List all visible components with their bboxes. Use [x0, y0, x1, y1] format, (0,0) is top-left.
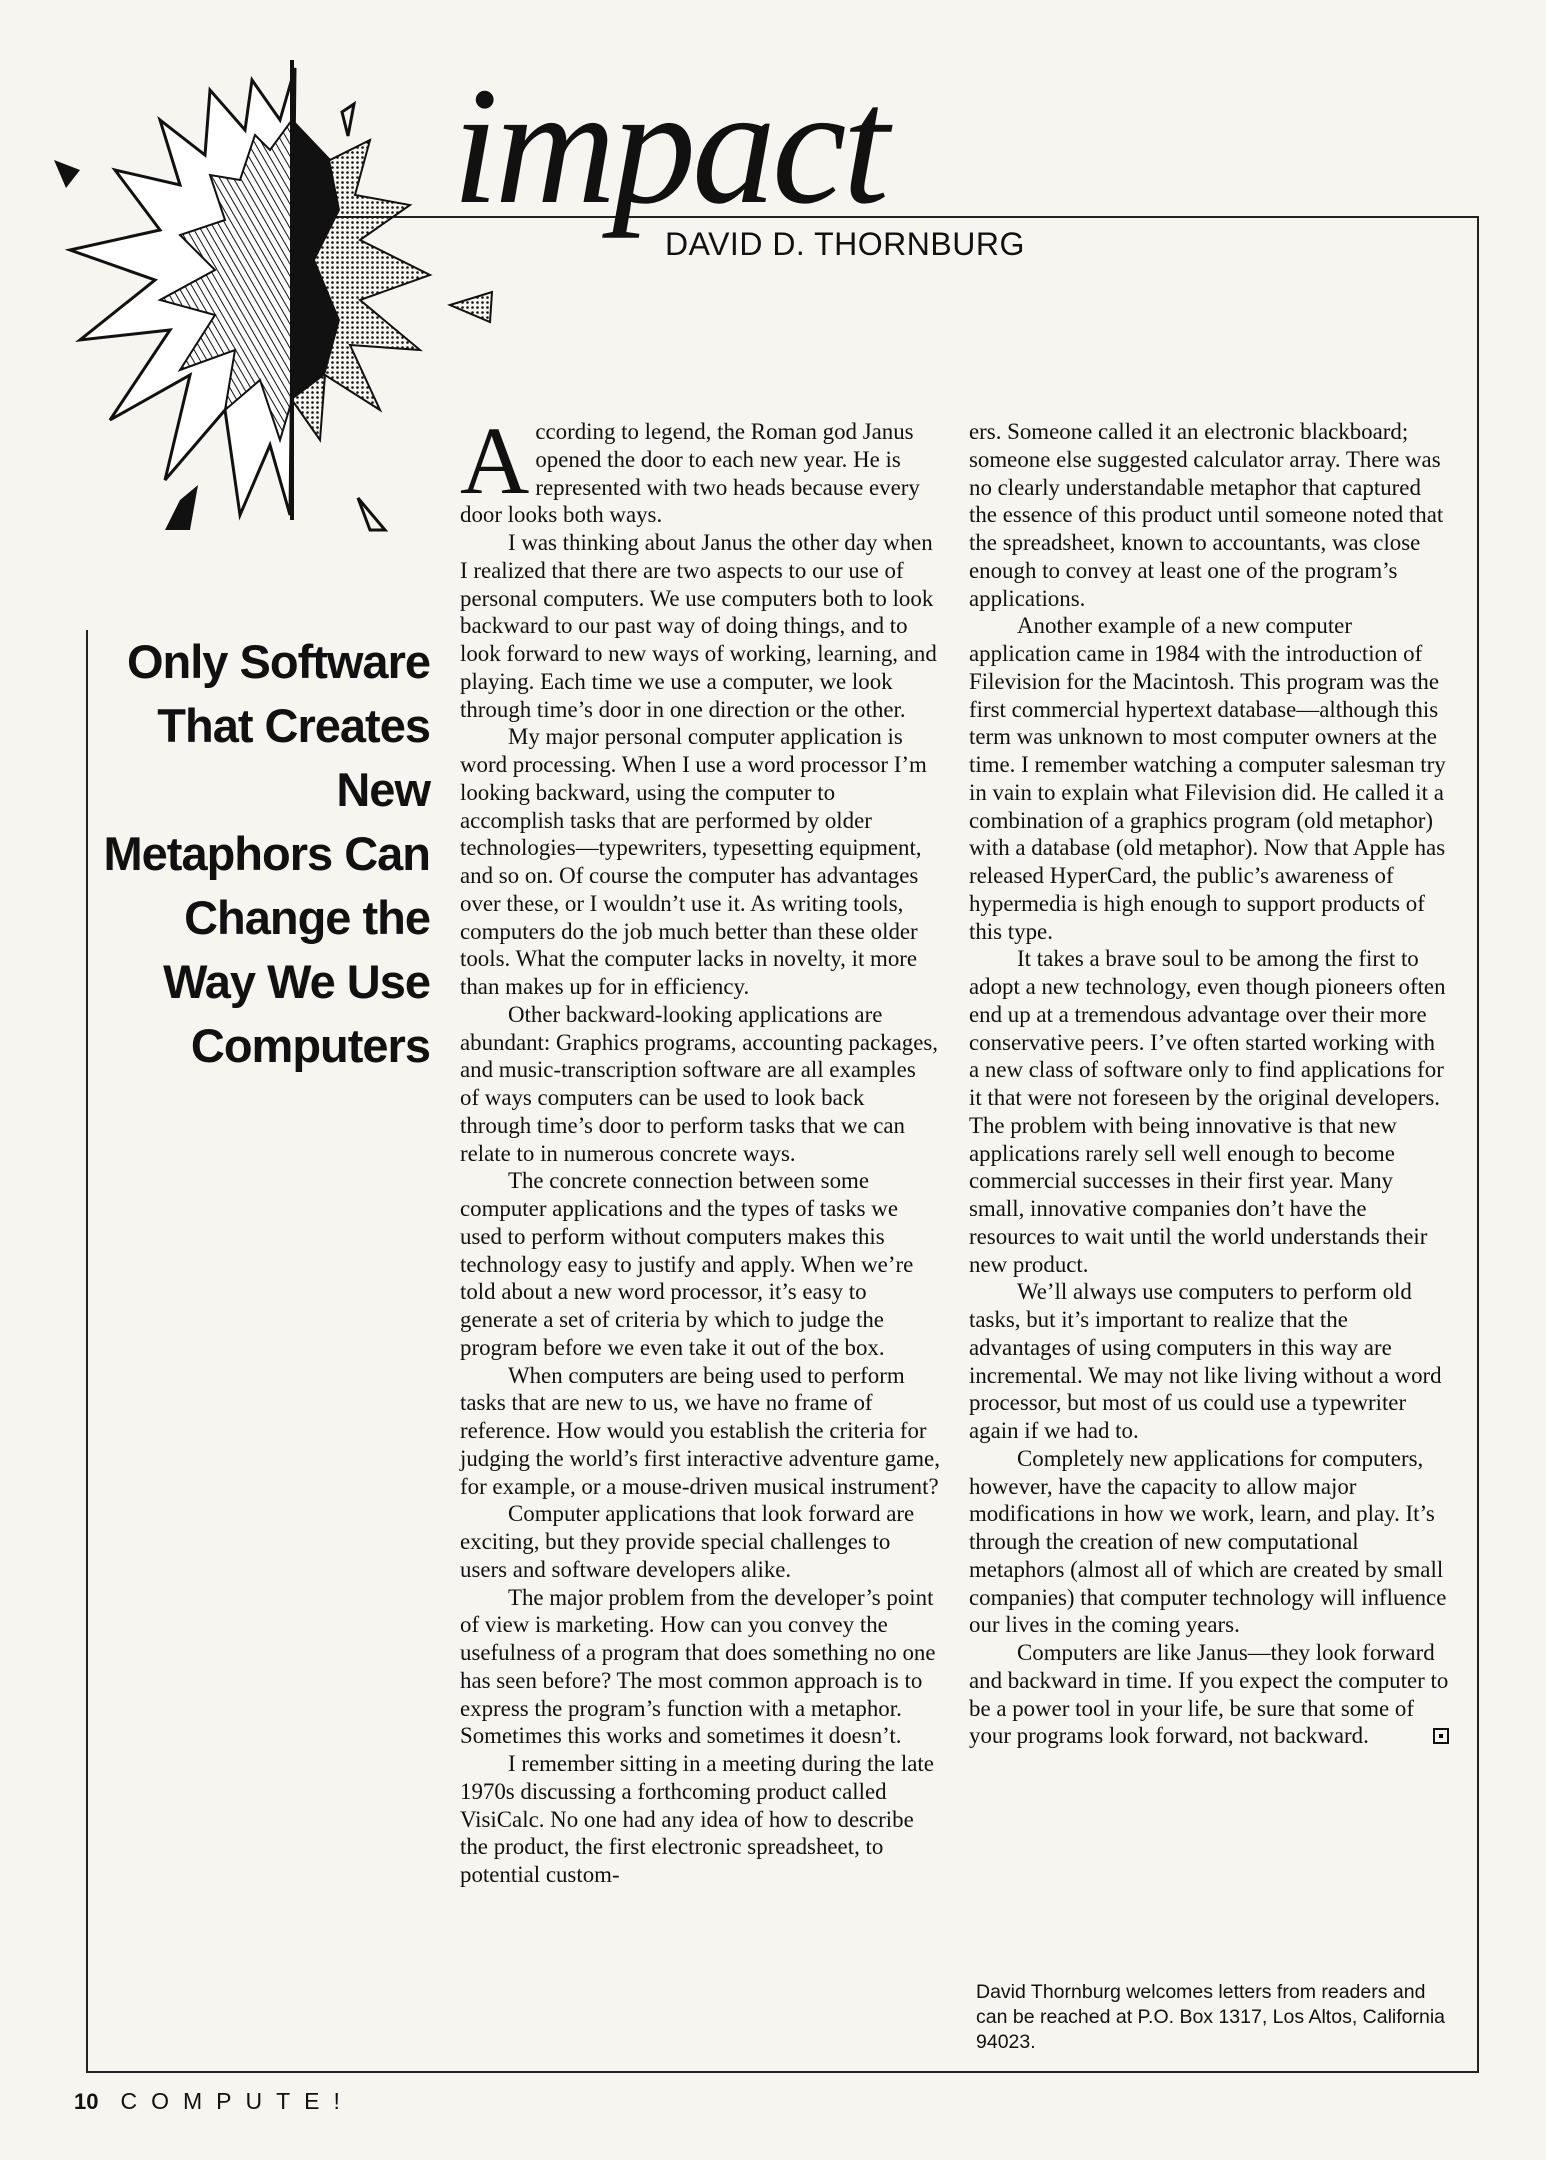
paragraph: I was thinking about Janus the other day when I realized that there are two aspects to our use of personal computers. We use computers both to look backward to our past way of doing things, and to look forward to new ways of working, learning, and playing. Each time we use a computer, we look through time’s door in one direction or the other.: [460, 530, 937, 722]
article-headline: [86, 630, 430, 1078]
page-footer: [74, 2088, 354, 2115]
headline-line: Only Software: [126, 635, 430, 688]
starburst-illustration: [40, 60, 500, 560]
headline-line: Way We Use: [163, 955, 430, 1008]
headline-line: Metaphors Can: [103, 827, 430, 880]
magazine-name: COMPUTE!: [120, 2088, 354, 2114]
paragraph: When computers are being used to perform tasks that are new to us, we have no frame of reference. How would you establish the criteria for judging the world’s first interactive adventure game, for example, or a mouse-driven musical instrument?: [460, 1362, 940, 1499]
headline-line: New: [336, 763, 430, 816]
shard-4: [165, 485, 198, 530]
paragraph: We’ll always use computers to perform old tasks, but it’s important to realize that the advantages of using computers in this way are incremental. We may not like living without a word processor, but most of us could use a typewriter again if we had to.: [969, 1279, 1442, 1443]
article-column-2: [969, 418, 1449, 1750]
shard-3: [450, 292, 492, 322]
shard-5: [358, 498, 385, 530]
headline-line: Change the: [184, 891, 430, 944]
paragraph: Another example of a new computer application came in 1984 with the introduction of Filevision for the Macintosh. This program was the first commercial hypertext database—although this term was unknown to most computer owners at the time. I remember watching a computer salesman try in vain to explain what Filevision did. He called it a combination of a graphics program (old metaphor) with a database (old metaphor). Now that Apple has released HyperCard, the public’s awareness of hypermedia is high enough to support products of this type.: [969, 613, 1446, 944]
paragraph: According to legend, the Roman god Janus opened the door to each new year. He is represented with two heads because every door looks both ways.: [460, 407, 920, 528]
paragraph: Computers are like Janus—they look forward and backward in time. If you expect the computer to be a power tool in your life, be sure that some of your programs look forward, not backward.: [969, 1640, 1449, 1749]
paragraph: My major personal computer application is word processing. When I use a word processor I’m looking backward, using the computer to accomplish tasks that are performed by older technologies—typewriters, typesetting equipment, and so on. Of course the computer has advantages over these, or I wouldn’t use it. As writing tools, computers do the job much better than these older tools. What the computer lacks in novelty, it more than makes up for in efficiency.: [460, 724, 927, 999]
paragraph: The major problem from the developer’s point of view is marketing. How can you convey the usefulness of a program that does something no one has seen before? The most common approach is to express the program’s function with a metaphor. Sometimes this works and sometimes it doesn’t.: [460, 1584, 936, 1749]
paragraph: Other backward-looking applications are abundant: Graphics programs, accounting packages, and music-transcription software are all examples of ways computers can be used to look back through time’s door to perform tasks that we can relate to in numerous concrete ways.: [460, 1001, 938, 1166]
headline-line: That Creates: [157, 699, 430, 752]
headline-line: Computers: [190, 1019, 430, 1072]
drop-cap: A: [460, 407, 530, 514]
author-name: DAVID D. THORNBURG: [665, 226, 1025, 262]
section-masthead: impact: [452, 53, 886, 239]
end-mark-icon: [1433, 1728, 1449, 1744]
paragraph: Computer applications that look forward are exciting, but they provide special challenges to users and software developers alike.: [460, 1501, 915, 1582]
paragraph: I remember sitting in a meeting during the late 1970s discussing a forthcoming product called VisiCalc. No one had any idea of how to describe the product, the first electronic spreadsheet, to potential custom-: [460, 1751, 934, 1887]
page-number: 10: [74, 2089, 99, 2114]
paragraph: Completely new applications for computers, however, have the capacity to allow major modifications in how we work, learn, and play. It’s through the creation of new computational metaphors (almost all of which are created by small companies) that computer technology will influence our lives in the coming years.: [969, 1445, 1447, 1638]
shard-1: [54, 160, 80, 188]
author-bio: David Thornburg welcomes letters from readers and can be reached at P.O. Box 1317, Los Altos, California 94023.: [976, 1981, 1446, 2053]
paragraph: It takes a brave soul to be among the first to adopt a new technology, even though pioneers often end up at a tremendous advantage over their more conservative peers. I’ve often started working with a new class of software only to find applications for it that were not foreseen by the original developers. The problem with being innovative is that new applications rarely sell well enough to become commercial successes in their first year. Many small, innovative companies don’t have the resources to wait until the world understands their new product.: [969, 946, 1446, 1277]
paragraph: The concrete connection between some computer applications and the types of tasks we used to perform without computers makes this technology easy to justify and apply. When we’re told about a new word processor, it’s easy to generate a set of criteria by which to judge the program before we even take it out of the box.: [460, 1168, 914, 1360]
article-column-1: [460, 407, 940, 1889]
paragraph: ers. Someone called it an electronic blackboard; someone else suggested calculator array. There was no clearly understandable metaphor that captured the essence of this product until someone noted that the spreadsheet, known to accountants, was close enough to convey at least one of the program’s applications.: [969, 419, 1444, 611]
shard-2: [342, 104, 354, 136]
